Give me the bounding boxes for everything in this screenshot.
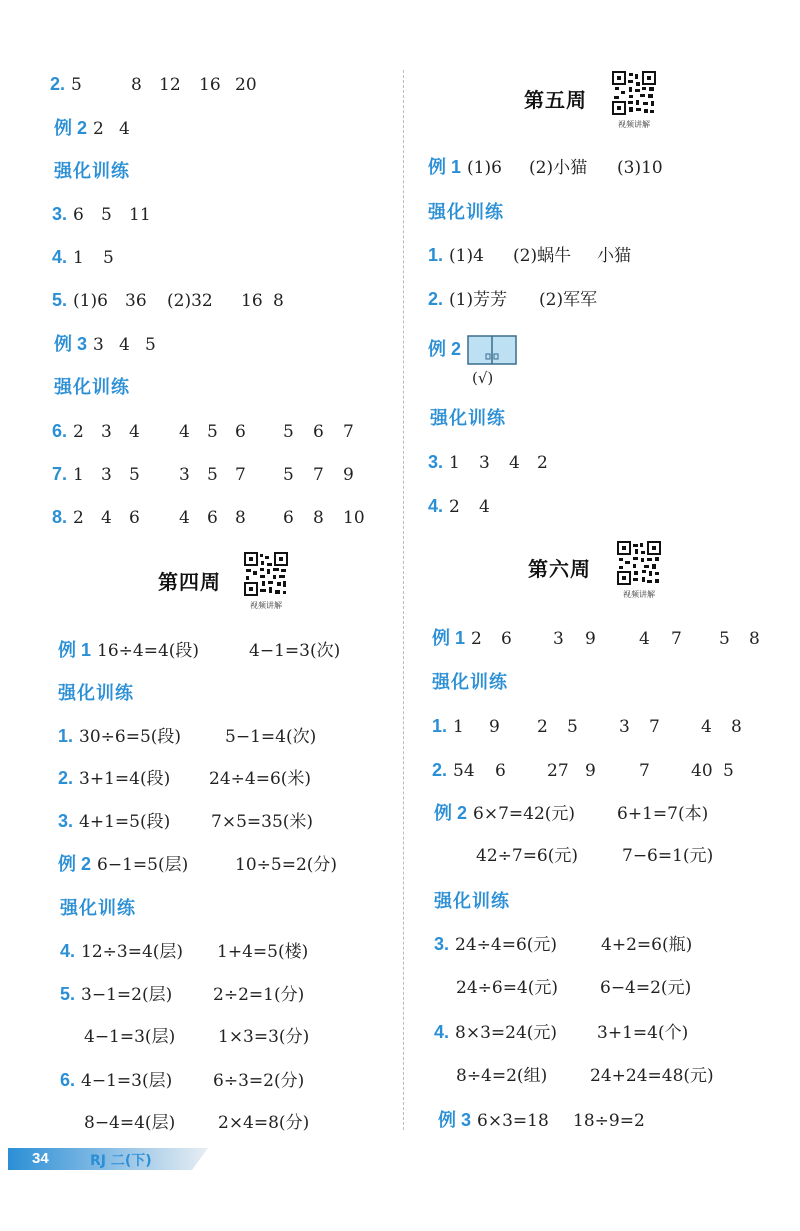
answer-value: 8×3=24(元) — [455, 1023, 558, 1043]
door-picture — [467, 335, 517, 365]
item-label: 4. — [428, 496, 444, 516]
answer-row — [434, 934, 692, 955]
item-label: 1. — [58, 726, 74, 746]
answer-value: 6 — [129, 508, 140, 528]
example-label: 例 1 — [58, 640, 92, 660]
answer-value: 2 — [471, 629, 482, 649]
answer-value: 16÷4=4(段) — [97, 641, 200, 661]
column-divider — [403, 70, 404, 1130]
answer-value: 9 — [343, 465, 354, 485]
answer-value: 6×3=18 — [477, 1111, 549, 1131]
section-heading: 强化训练 — [54, 377, 130, 397]
answer-value: 6 — [73, 205, 84, 225]
answer-value: 8−4=4(层) — [84, 1113, 176, 1133]
answer-value: 3 — [179, 465, 190, 485]
answer-value: 8 — [749, 629, 760, 649]
answer-value: 5 — [283, 422, 294, 442]
check-mark: (√) — [472, 369, 494, 387]
book-code: RJ 二(下) — [90, 1153, 152, 1169]
answer-value: 2×4=8(分) — [218, 1113, 310, 1133]
answer-value: 11 — [129, 205, 151, 225]
answer-value: 1 — [449, 453, 460, 473]
answer-value: 5 — [207, 465, 218, 485]
answer-value: 3+1=4(个) — [597, 1023, 689, 1043]
answer-row — [60, 984, 304, 1005]
item-label: 7. — [52, 464, 68, 484]
answer-row — [54, 334, 156, 355]
answer-row — [52, 204, 151, 225]
answer-row — [432, 716, 742, 737]
answer-row — [52, 421, 354, 442]
answer-row — [58, 854, 337, 875]
item-label: 2. — [428, 289, 444, 309]
answer-value: 4+2=6(瓶) — [601, 935, 693, 955]
answer-value: 6 — [207, 508, 218, 528]
answer-value: (1)4 — [449, 246, 484, 266]
answer-row — [60, 941, 308, 962]
item-label: 4. — [434, 1022, 450, 1042]
week-title: 第五周 — [524, 88, 587, 112]
answer-value: 4−1=3(层) — [81, 1071, 173, 1091]
answer-value: 1 — [73, 465, 84, 485]
answer-row — [428, 452, 548, 473]
section-heading: 强化训练 — [434, 891, 510, 911]
page-number: 34 — [32, 1150, 49, 1167]
answer-row — [456, 1066, 714, 1086]
answer-value: (1)6 — [467, 158, 502, 178]
item-label: 3. — [428, 452, 444, 472]
answer-value: 4 — [179, 422, 190, 442]
answer-value: 9 — [489, 717, 500, 737]
week-title: 第六周 — [528, 557, 591, 581]
answer-value: 7 — [313, 465, 324, 485]
answer-row — [58, 726, 316, 747]
answer-value: 27 — [547, 761, 569, 781]
example-label: 例 2 — [58, 854, 92, 874]
answer-value: 7 — [649, 717, 660, 737]
answer-value: 7 — [639, 761, 650, 781]
answer-value: (2)蜗牛 — [513, 246, 572, 266]
answer-row — [52, 247, 114, 268]
answer-row — [58, 811, 313, 832]
answer-value: 7×5=35(米) — [211, 812, 314, 832]
item-label: 3. — [52, 204, 68, 224]
answer-value: 3 — [619, 717, 630, 737]
answer-value: 1 — [73, 248, 84, 268]
answer-value: 16 — [199, 75, 221, 95]
section-heading: 强化训练 — [58, 683, 134, 703]
answer-value: 2 — [93, 119, 104, 139]
answer-value: 24÷6=4(元) — [456, 978, 559, 998]
answer-row — [438, 1110, 645, 1131]
answer-row — [58, 640, 340, 661]
example-label: 例 1 — [432, 628, 466, 648]
answer-value: 5 — [71, 75, 82, 95]
answer-value: 5−1=4(次) — [225, 727, 317, 747]
answer-row — [54, 118, 130, 139]
answer-value: 18÷9=2 — [573, 1111, 645, 1131]
answer-row — [432, 760, 734, 781]
answer-value: 6−4=2(元) — [600, 978, 692, 998]
answer-value: 7 — [343, 422, 354, 442]
answer-value: 5 — [129, 465, 140, 485]
answer-value: 6 — [501, 629, 512, 649]
answer-value: 小猫 — [597, 246, 632, 266]
answer-value: 2 — [537, 453, 548, 473]
answer-value: 1 — [453, 717, 464, 737]
answer-value: 6+1=7(本) — [617, 804, 709, 824]
answer-value: 2 — [537, 717, 548, 737]
answer-value: 2 — [73, 508, 84, 528]
section-heading: 强化训练 — [428, 202, 504, 222]
answer-value: 3 — [479, 453, 490, 473]
section-heading: 强化训练 — [60, 898, 136, 918]
answer-value: 2÷2=1(分) — [213, 985, 305, 1005]
answer-row — [50, 74, 257, 95]
answer-value: 24+24=48(元) — [590, 1066, 714, 1086]
answer-value: (2)军军 — [539, 290, 598, 310]
answer-row — [428, 245, 631, 266]
answer-value: 5 — [103, 248, 114, 268]
example-label: 例 1 — [428, 157, 462, 177]
answer-row — [60, 1070, 304, 1091]
answer-row — [434, 803, 708, 824]
qr-caption: 视频讲解 — [623, 590, 655, 599]
answer-value: 8 — [731, 717, 742, 737]
answer-value: 4 — [119, 119, 130, 139]
answer-value: 4 — [701, 717, 712, 737]
answer-value: 2 — [73, 422, 84, 442]
item-label: 1. — [428, 245, 444, 265]
answer-value: 24÷4=6(元) — [455, 935, 558, 955]
answer-row — [434, 1022, 688, 1043]
answer-value: 7 — [235, 465, 246, 485]
section-heading: 强化训练 — [430, 408, 506, 428]
answer-row — [52, 464, 354, 485]
item-label: 4. — [60, 941, 76, 961]
answer-value: 4 — [129, 422, 140, 442]
item-label: 8. — [52, 507, 68, 527]
answer-value: 6−1=5(层) — [97, 855, 189, 875]
answer-value: (1)6 — [73, 291, 108, 311]
answer-value: 7−6=1(元) — [622, 846, 714, 866]
answer-value: 4+1=5(段) — [79, 812, 171, 832]
item-label: 5. — [60, 984, 76, 1004]
answer-value: 24÷4=6(米) — [209, 769, 312, 789]
answer-value: 20 — [235, 75, 257, 95]
answer-value: 5 — [283, 465, 294, 485]
qr-caption: 视频讲解 — [618, 120, 650, 129]
answer-value: 5 — [145, 335, 156, 355]
answer-value: 3−1=2(层) — [81, 985, 173, 1005]
answer-value: 7 — [671, 629, 682, 649]
answer-value: 54 — [453, 761, 475, 781]
answer-row — [428, 496, 490, 517]
answer-value: (3)10 — [617, 158, 663, 178]
item-label: 4. — [52, 247, 68, 267]
answer-value: 6×7=42(元) — [473, 804, 576, 824]
example-label: 例 2 — [54, 118, 88, 138]
answer-value: 42÷7=6(元) — [476, 846, 579, 866]
answer-value: 3 — [93, 335, 104, 355]
example-label: 例 3 — [54, 334, 88, 354]
answer-value: 16 — [241, 291, 263, 311]
answer-value: 2 — [449, 497, 460, 517]
answer-value: 8 — [235, 508, 246, 528]
answer-value: 5 — [101, 205, 112, 225]
example-label: 例 2 — [428, 338, 462, 359]
item-label: 3. — [434, 934, 450, 954]
answer-value: 4 — [509, 453, 520, 473]
answer-value: 6 — [235, 422, 246, 442]
answer-value: 5 — [567, 717, 578, 737]
week-title: 第四周 — [158, 570, 221, 594]
qr-code-icon[interactable] — [616, 540, 662, 586]
answer-row — [428, 335, 517, 365]
answer-value: 4 — [179, 508, 190, 528]
answer-value: 12÷3=4(层) — [81, 942, 184, 962]
answer-value: 4 — [101, 508, 112, 528]
answer-value: 40 — [691, 761, 713, 781]
answer-row — [428, 157, 663, 178]
answer-value: 8 — [273, 291, 284, 311]
answer-row — [428, 289, 597, 310]
answer-value: 3 — [101, 422, 112, 442]
answer-value: 30÷6=5(段) — [79, 727, 182, 747]
answer-value: (2)小猫 — [529, 158, 588, 178]
item-label: 2. — [432, 760, 448, 780]
item-label: 2. — [58, 768, 74, 788]
answer-value: 1×3=3(分) — [218, 1027, 310, 1047]
answer-value: (1)芳芳 — [449, 290, 508, 310]
answer-value: 3 — [553, 629, 564, 649]
answer-row — [84, 1027, 309, 1047]
item-label: 6. — [60, 1070, 76, 1090]
answer-value: 12 — [159, 75, 181, 95]
answer-value: 6 — [313, 422, 324, 442]
answer-row — [476, 846, 713, 866]
answer-row — [456, 978, 691, 998]
answer-value: 5 — [719, 629, 730, 649]
answer-value: 8÷4=2(组) — [456, 1066, 548, 1086]
qr-code-icon[interactable] — [611, 70, 657, 116]
answer-value: 6 — [283, 508, 294, 528]
answer-value: (2)32 — [167, 291, 213, 311]
answer-value: 4 — [639, 629, 650, 649]
answer-value: 10 — [343, 508, 365, 528]
answer-value: 8 — [313, 508, 324, 528]
answer-value: 9 — [585, 629, 596, 649]
item-label: 5. — [52, 290, 68, 310]
example-label: 例 3 — [438, 1110, 472, 1130]
section-heading: 强化训练 — [432, 672, 508, 692]
answer-value: 3+1=4(段) — [79, 769, 171, 789]
answer-value: 4 — [119, 335, 130, 355]
answer-value: 6 — [495, 761, 506, 781]
answer-value: 5 — [207, 422, 218, 442]
answer-value: 1+4=5(楼) — [217, 942, 309, 962]
section-heading: 强化训练 — [54, 161, 130, 181]
answer-row — [52, 507, 365, 528]
item-label: 3. — [58, 811, 74, 831]
answer-value: 36 — [125, 291, 147, 311]
answer-value: 9 — [585, 761, 596, 781]
example-label: 例 2 — [434, 803, 468, 823]
item-label: 1. — [432, 716, 448, 736]
answer-value: 3 — [101, 465, 112, 485]
item-label: 6. — [52, 421, 68, 441]
qr-caption: 视频讲解 — [250, 601, 282, 610]
answer-value: 8 — [131, 75, 142, 95]
item-label: 2. — [50, 74, 66, 94]
answer-value: 5 — [723, 761, 734, 781]
answer-value: 10÷5=2(分) — [235, 855, 338, 875]
answer-row — [432, 628, 760, 649]
answer-value: 6÷3=2(分) — [213, 1071, 305, 1091]
answer-value: 4−1=3(层) — [84, 1027, 176, 1047]
answer-value: 4−1=3(次) — [249, 641, 341, 661]
page-footer — [8, 1148, 208, 1170]
qr-code-icon[interactable] — [243, 551, 289, 597]
answer-value: 4 — [479, 497, 490, 517]
answer-row — [52, 290, 284, 311]
answer-row — [58, 768, 311, 789]
answer-row — [84, 1113, 309, 1133]
